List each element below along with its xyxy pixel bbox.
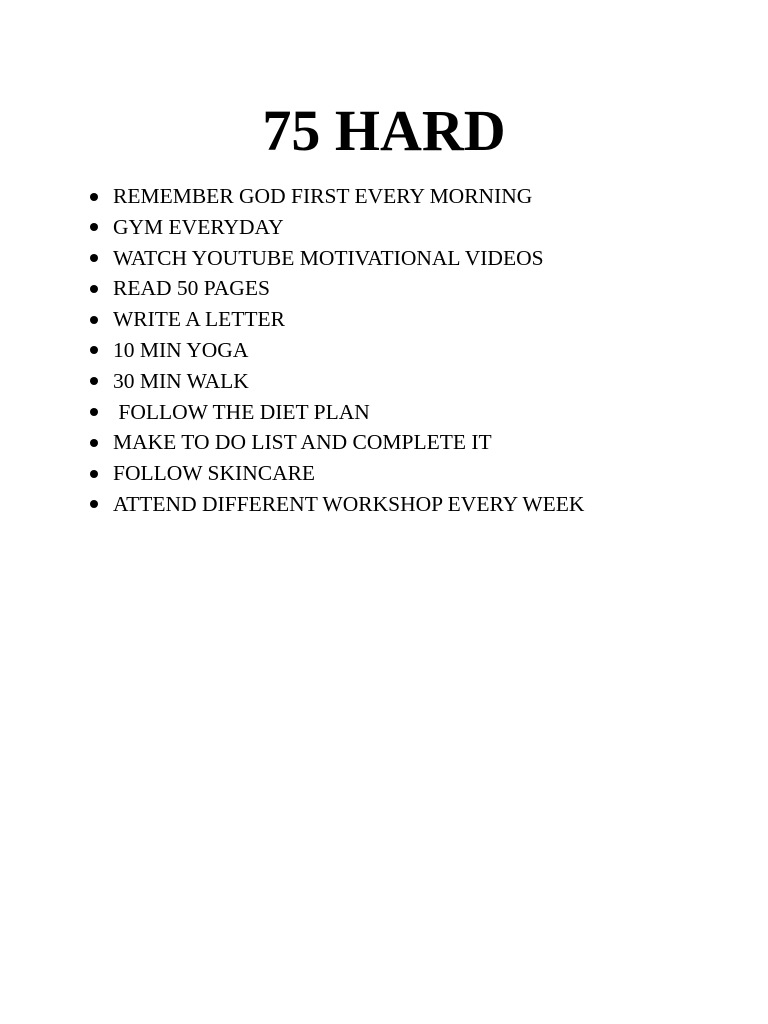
list-item-text: READ 50 PAGES <box>113 276 270 301</box>
list-item-text: GYM EVERYDAY <box>113 214 284 239</box>
list-item-text: MAKE TO DO LIST AND COMPLETE IT <box>113 430 492 455</box>
bullet-icon <box>90 439 98 447</box>
bullet-icon <box>90 470 98 478</box>
list-item-text: WRITE A LETTER <box>113 307 285 332</box>
list-item <box>0 335 768 366</box>
list-item-text: FOLLOW SKINCARE <box>113 461 316 486</box>
bullet-list <box>0 181 768 520</box>
list-item-text: 30 MIN WALK <box>113 368 249 393</box>
bullet-icon <box>90 408 98 416</box>
list-item <box>0 273 768 304</box>
list-item <box>0 243 768 274</box>
list-item-text: FOLLOW THE DIET PLAN <box>113 399 370 424</box>
bullet-icon <box>90 346 98 354</box>
bullet-icon <box>90 254 98 262</box>
list-item-text: 10 MIN YOGA <box>113 337 249 362</box>
bullet-icon <box>90 223 98 231</box>
bullet-icon <box>90 193 98 201</box>
bullet-icon <box>90 500 98 508</box>
list-item <box>0 489 768 520</box>
list-item <box>0 366 768 397</box>
list-item-text: WATCH YOUTUBE MOTIVATIONAL VIDEOS <box>113 245 544 270</box>
bullet-icon <box>90 285 98 293</box>
page-title: 75 HARD <box>262 98 506 163</box>
list-item-text: REMEMBER GOD FIRST EVERY MORNING <box>113 184 533 208</box>
bullet-icon <box>90 377 98 385</box>
list-item <box>0 304 768 335</box>
list-item-text: ATTEND DIFFERENT WORKSHOP EVERY WEEK <box>113 491 585 516</box>
list-item <box>0 212 768 243</box>
list-item <box>0 397 768 428</box>
list-item <box>0 181 768 212</box>
list-item <box>0 427 768 458</box>
bullet-icon <box>90 316 98 324</box>
list-item <box>0 458 768 489</box>
